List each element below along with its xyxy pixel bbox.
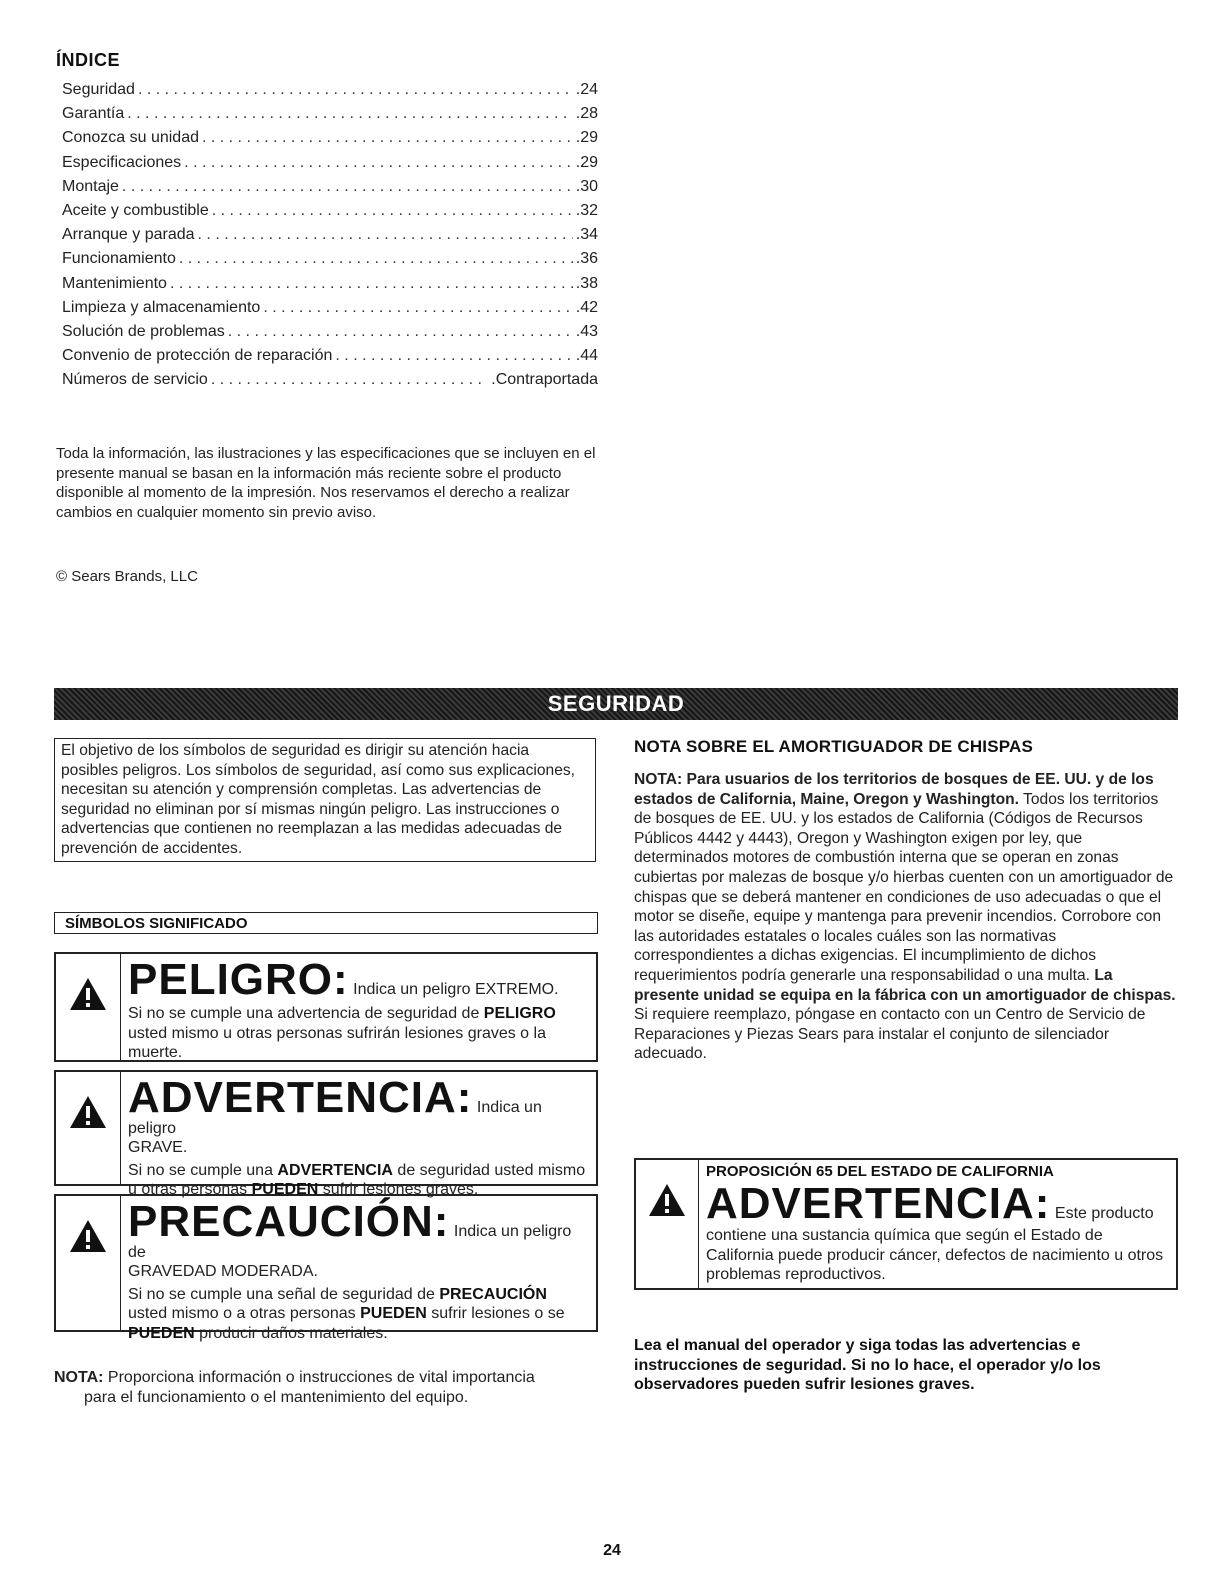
toc-dot-leader [211,371,488,389]
toc-dot-leader [212,202,573,220]
toc-entry-label: Seguridad [62,81,135,98]
advertencia-icon-cell [56,1072,121,1184]
toc-entry [62,299,598,323]
prop65-text: contiene una sustancia química que según el Estado de California puede producir cáncer, defectos de nacimiento u otros problemas reproductivos. [706,1227,1164,1283]
nota-line-1: Proporciona información o instrucciones de vital importancia [103,1369,535,1386]
toc-entry [62,81,598,105]
peligro-bold-1: PELIGRO [483,1005,556,1022]
toc-entry-page: .42 [575,298,598,316]
toc-entry-label: Arranque y parada [62,226,195,244]
advertencia-bold-2: PUEDEN [251,1181,319,1198]
prop65-box [634,1158,1178,1290]
symbols-header: SÍMBOLOS SIGNIFICADO [54,912,598,934]
toc-dot-leader [170,275,573,293]
disclaimer-paragraph: Toda la información, las ilustraciones y las especificaciones que se incluyen en el presente manual se basan en la información más reciente sobre el producto disponible al momento de la impresión. Nos reservamos el derecho a realizar cambios en cualquier momento sin previo aviso. [56,445,596,521]
toc-entry-page: .34 [575,226,598,244]
prop65-icon-cell [636,1160,699,1288]
toc-entry [62,178,598,202]
toc-entry-label: Solución de problemas [62,322,225,340]
toc-entry-label: Aceite y combustible [62,201,209,219]
toc-entry-page: .43 [575,322,598,340]
precaucion-text-3: sufrir lesiones o se [426,1305,565,1322]
toc-entry-page: .32 [575,201,598,219]
spark-body-text: Todos los territorios de bosques de EE. UU. y los estados de California (Códigos de Recursos Públicos 4442 y 4443), Oregon y Washington exigen por ley, que determinados motores de combustión interna que se operan en zonas cubiertas por malezas de bosque y/o hierbas cuenten con un amortiguador de chispas que se deberá mantener en condiciones de uso adecuadas o que el motor se diseñe, equipe y mantenga para prevenir incendios. Corrobore con las autoridades estatales o locales cuáles son las normativas correspondientes a dichas exigencias. El incumplimiento de dichos requerimientos podría generarle una responsabilidad o una multa. [634,790,1174,984]
toc-entry-page: .38 [575,274,598,292]
toc-entry [62,250,598,274]
advertencia-word: ADVERTENCIA: [128,1073,473,1122]
precaucion-text-2: usted mismo o a otras personas [128,1305,361,1322]
section-banner: SEGURIDAD [54,688,1178,720]
toc-entry-label: Especificaciones [62,153,182,171]
index-title: ÍNDICE [56,50,121,70]
toc-entry [62,226,598,250]
peligro-text-1: Si no se cumple una advertencia de seguridad de [128,1005,484,1022]
toc-entry-label: Montaje [62,177,119,195]
spark-arrestor-title: NOTA SOBRE EL AMORTIGUADOR DE CHISPAS [634,737,1034,756]
precaucion-text-1: Si no se cumple una señal de seguridad de [128,1285,440,1303]
toc-entry [62,347,598,371]
precaucion-box [54,1194,598,1342]
nota-line-2: para el funcionamiento o el mantenimiento del equipo. [84,1389,469,1406]
peligro-word: PELIGRO: [128,955,349,1004]
advertencia-bold-1: ADVERTENCIA [277,1161,393,1179]
advertencia-box [54,1070,598,1198]
page-number: 24 [603,1542,621,1559]
toc-dot-leader [335,347,572,365]
precaucion-icon-cell [56,1196,121,1330]
toc-entry [62,202,598,226]
toc-entry-page: .Contraportada [491,371,598,389]
spark-bold-mid: La presente unidad se equipa en la fábrica con un amortiguador de chispas. [634,966,1176,1004]
prop65-heading: PROPOSICIÓN 65 DEL ESTADO DE CALIFORNIA [706,1163,1054,1180]
prop65-word: ADVERTENCIA: [706,1179,1051,1228]
toc-entry-page: .36 [575,250,598,268]
toc-entry-page: .30 [575,177,598,195]
toc-entry [62,129,598,153]
peligro-icon-cell [56,954,121,1060]
precaucion-meaning-2: GRAVEDAD MODERADA. [128,1263,318,1280]
toc-entry-label: Limpieza y almacenamiento [62,298,261,316]
table-of-contents [62,81,598,395]
warning-triangle-icon [68,1218,108,1254]
toc-entry-label: Garantía [62,105,125,123]
toc-entry-page: .24 [575,81,598,98]
advertencia-text-3: sufrir lesiones graves. [318,1181,479,1198]
precaucion-word: PRECAUCIÓN: [128,1197,450,1246]
advertencia-text-1: Si no se cumple una [128,1161,278,1179]
toc-dot-leader [263,299,572,317]
peligro-box [54,952,598,1062]
toc-entry-page: .29 [575,129,598,147]
precaucion-bold-1: PRECAUCIÓN [439,1285,547,1303]
closing-warning: Lea el manual del operador y siga todas las advertencias e instrucciones de seguridad. Si no lo hace, el operador y/o los observadores pueden sufrir lesiones graves. [634,1337,1101,1394]
toc-entry-page: .28 [575,105,598,123]
spark-bold-intro: NOTA: Para usuarios de los territorios de bosques de EE. UU. y de los estados de California, Maine, Oregon y Washington. [634,771,1154,808]
advertencia-meaning-2: GRAVE. [128,1139,188,1156]
warning-triangle-icon [647,1182,687,1218]
precaucion-bold-3: PUEDEN [128,1324,195,1342]
toc-entry-label: Números de servicio [62,371,208,389]
precaucion-text-4: producir daños materiales. [194,1324,388,1342]
toc-dot-leader [228,323,573,341]
toc-entry-page: .44 [575,347,598,365]
safety-intro-box: El objetivo de los símbolos de seguridad es dirigir su atención hacia posibles peligros. Los símbolos de seguridad, así como sus explicaciones, necesitan su atención y comprensión completas. Las advertencias de seguridad no eliminan por sí mismas ningún peligro. Las instrucciones o advertencias que contienen no reemplazan a las medidas adecuadas de prevención de accidentes. [54,738,596,862]
toc-entry-label: Convenio de protección de reparación [62,347,333,365]
peligro-meaning: Indica un peligro EXTREMO. [353,981,559,998]
toc-dot-leader [127,105,572,123]
toc-entry [62,105,598,129]
nota-paragraph [54,1368,602,1408]
toc-entry [62,154,598,178]
advertencia-meaning: Indica un peligro [128,1099,542,1137]
peligro-text-2: usted mismo u otras personas sufrirán lesiones graves o la muerte. [128,1024,546,1061]
advertencia-text-2: de seguridad usted mismo u otras personas [128,1161,586,1198]
precaucion-bold-2: PUEDEN [360,1305,427,1322]
toc-entry-label: Conozca su unidad [62,129,199,147]
toc-entry [62,323,598,347]
toc-dot-leader [184,154,573,172]
toc-dot-leader [198,226,573,244]
precaucion-meaning: Indica un peligro de [128,1223,572,1261]
toc-entry-label: Mantenimiento [62,274,167,292]
prop65-lead: Este producto [1054,1205,1154,1222]
copyright: © Sears Brands, LLC [56,568,198,585]
toc-entry-page: .29 [575,153,598,171]
nota-label: NOTA: [54,1369,104,1386]
spark-body-end: Si requiere reemplazo, póngase en contacto con un Centro de Servicio de Reparaciones y Piezas Sears para instalar el conjunto de silenciador adecuado. [634,1006,1146,1063]
toc-entry [62,371,598,395]
spark-arrestor-body [634,770,1179,1064]
toc-dot-leader [122,178,573,196]
toc-entry-label: Funcionamiento [62,250,176,268]
toc-dot-leader [179,250,573,268]
warning-triangle-icon [68,976,108,1012]
toc-dot-leader [138,81,573,99]
toc-dot-leader [202,129,573,147]
warning-triangle-icon [68,1094,108,1130]
toc-entry [62,275,598,299]
